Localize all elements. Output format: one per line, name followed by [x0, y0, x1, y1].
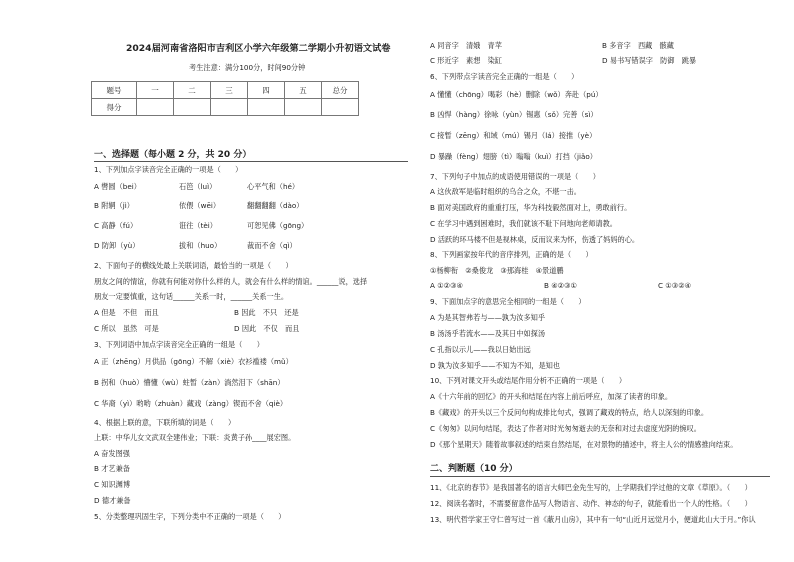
q8-items: ①杨柳衔 ②桑俊龙 ③那海桂 ④景道鹏	[430, 266, 564, 275]
table-cell: 二	[174, 82, 211, 99]
table-cell: 总分	[322, 82, 359, 99]
score-table-score-row	[92, 99, 359, 116]
q3-option-c: C 华裔（yì）哟哟（zhuàn）藏戏（zàng）锲而不舍（qiè）	[94, 399, 288, 408]
q9-option-c: C 孔指以示儿——我以日始出远	[430, 345, 531, 354]
table-cell: 得分	[92, 99, 137, 116]
q4-option-d: D 德才兼备	[94, 496, 131, 505]
q6-option-b: B 凶悍（hàng）徐咏（yùn）锡惠（sǒ）完善（sì）	[430, 110, 598, 119]
question-4: 4、根据上联的意，下联所填的词是（ ）	[94, 418, 236, 427]
q9-option-a: A 为是其智弗若与——孰为汝多知乎	[430, 313, 546, 322]
section-1-title: 一、选择题（每小题 2 分，共 20 分）	[94, 150, 252, 160]
q5-options-cd: C 形近字 素想 染缸 D 易书写错误字 防御 跳暴	[430, 56, 697, 65]
table-cell: 四	[248, 82, 285, 99]
question-11: 11、《北京的春节》是我国著名的语言大师巴金先生写的，上学期我们学过他的文章《草原》。（ ）	[430, 483, 752, 492]
q3-option-b: B 拐和（huò）懵懂（wù）蛀暂（zàn）淌然泪下（shān）	[94, 378, 285, 387]
q6-option-d: D 暴躁（fèng）翅膀（tì）嗡嗡（kuì）打挡（jiǎo）	[430, 152, 597, 161]
q1-option-a: A 辔圆（bei） 石笆（luì） 心平气和（hé）	[94, 182, 300, 191]
q3-option-a: A 正（zhēng）月供品（gōng）不解（xiè）衣衫褴褛（mǔ）	[94, 357, 293, 366]
q4-option-b: B 才艺兼备	[94, 464, 130, 473]
question-9: 9、下面加点字的意思完全相同的一组是（ ）	[430, 297, 586, 306]
exam-title: 2024届河南省洛阳市吉利区小学六年级第二学期小升初语文试卷	[126, 43, 391, 54]
q9-option-b: B 汤汤乎若流水——及其日中如探汤	[430, 329, 546, 338]
q4-option-c: C 知识渊博	[94, 480, 131, 489]
table-cell: 五	[285, 82, 322, 99]
q10-option-b: B《藏戏》的开头以三个反问句构成排比句式，强调了藏戏的特点，给人以深刻的印象。	[430, 408, 709, 417]
table-cell: 一	[137, 82, 174, 99]
question-3: 3、下列词语中加点字读音完全正确的一组是（ ）	[94, 340, 264, 349]
score-input-cell	[174, 99, 211, 116]
score-input-cell	[137, 99, 174, 116]
q10-option-d: D《那个星期天》随着故事叙述的结束自然结尾，在对景物的描述中，将主人公的情感推向结束。	[430, 440, 738, 449]
q1-option-d: D 防卸（yù） 拔和（huo） 裁而不舍（qì）	[94, 241, 297, 250]
question-8: 8、下列画家按年代的音序排列，正确的是（ ）	[430, 250, 593, 259]
question-13: 13、明代哲学家王守仁曾写过一首《蔽月山房》，其中有一句“山近月远觉月小，便道此山大于月。”你认	[430, 515, 756, 524]
section-2-title: 二、判断题（10 分）	[430, 464, 518, 474]
q1-option-c: C 高静（fú） 诳往（tèi） 可恕见佛（gōng）	[94, 221, 309, 230]
q2-text-line1: 朋友之间的情谊，你就有何能对你什么样的人，就会有什么样的情谊。______说，选择	[94, 277, 368, 286]
question-12: 12、阅读名著时，不需要留意作品写人物语言、动作、神态的句子，就能看出一个人的性格。（ ）	[430, 499, 752, 508]
q2-text-line2: 朋友一定要慎重，这句话______关系一时，______关系一生。	[94, 292, 289, 301]
question-1: 1、下列加点字读音完全正确的一项是（ ）	[94, 165, 243, 174]
question-5: 5、分类整理巩固生字，下列分类中不正确的一项是（ ）	[94, 512, 286, 521]
q7-option-b: B 面对美国政府的重重打压，华为科技毅然面对上，勇敢前行。	[430, 203, 632, 212]
q9-option-d: D 孰为汝多知乎——不知为不知，是知也	[430, 361, 561, 370]
question-6: 6、下列带点字读音完全正确的一组是（ ）	[430, 72, 579, 81]
q4-option-a: A 奋发图强	[94, 449, 130, 458]
q6-option-c: C 接暂（zēng）和域（mú）锡月（lá）接推（yè）	[430, 131, 597, 140]
q7-option-d: D 活跃的环马楼不但是视林桌，反而议来为怀，伤透了妈妈的心。	[430, 235, 640, 244]
score-input-cell	[211, 99, 248, 116]
q7-option-c: C 在学习中遇到困难时，我们就该不耻下问地向老师请教。	[430, 219, 617, 228]
section-divider	[94, 161, 408, 162]
score-input-cell	[248, 99, 285, 116]
q6-option-a: A 懂懂（chōng）喝彩（hè）删除（wǒ）奔赴（pú）	[430, 90, 603, 99]
q10-option-c: C《匆匆》以问句结尾，表达了作者对时光匆匆逝去的无奈和对过去虚度光阴的惋叹。	[430, 424, 701, 433]
score-input-cell	[285, 99, 322, 116]
q2-options-ab: A 但是 不但 而且 B 因此 不只 还是	[94, 308, 299, 317]
q4-text: 上联：中华儿女文武双全建伟业；下联：炎黄子孙____展宏图。	[94, 433, 296, 442]
table-cell: 三	[211, 82, 248, 99]
section-divider	[430, 476, 770, 477]
exam-note: 考生注意：满分100分，时间90分钟	[189, 63, 306, 72]
score-input-cell	[322, 99, 359, 116]
q7-option-a: A 这伙敌军是临时组织的乌合之众，不堪一击。	[430, 187, 581, 196]
q2-options-cd: C 所以 虽然 可是 D 因此 不仅 而且	[94, 324, 300, 333]
question-10: 10、下列对课文开头或结尾作用分析不正确的一项是（ ）	[430, 376, 627, 385]
score-table-header-row	[92, 82, 359, 99]
q8-options: A ①②③④ B ④②③① C ①③②④	[430, 281, 692, 290]
question-7: 7、下列句子中加点的成语使用错误的一项是（ ）	[430, 172, 600, 181]
q5-options-ab: A 同音字 清娥 青苹 B 多音字 西藏 骸藏	[430, 41, 674, 50]
score-table	[91, 81, 359, 116]
table-cell: 题号	[92, 82, 137, 99]
q10-option-a: A《十六年前的回忆》的开头和结尾在内容上前后呼应，加深了读者的印象。	[430, 392, 673, 401]
question-2: 2、下面句子的横线处最上关联词语，最恰当的一项是（ ）	[94, 261, 293, 270]
q1-option-b: B 附辋（jì） 依偎（wēi） 翻翻翻翻（dào）	[94, 201, 304, 210]
